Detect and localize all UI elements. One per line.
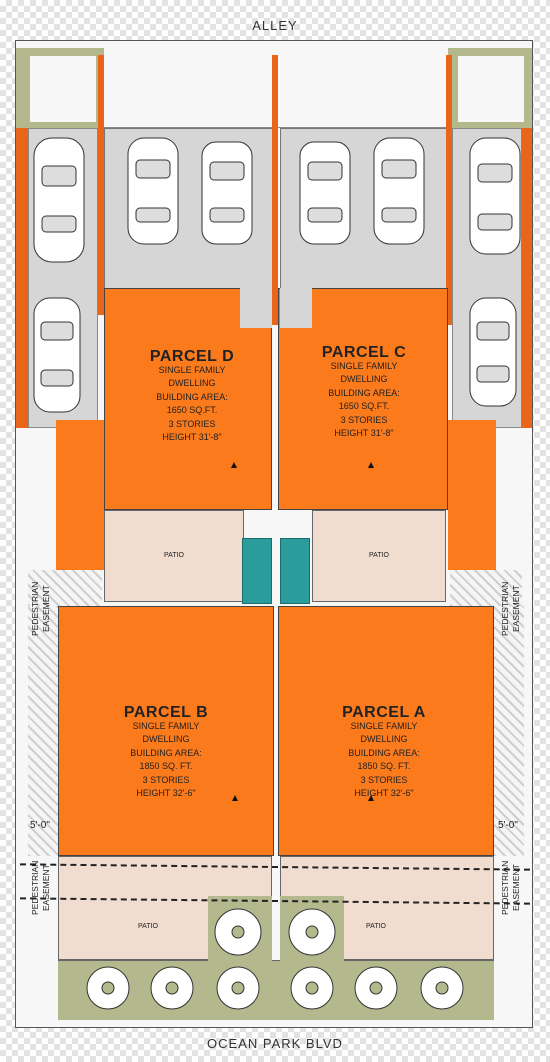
patio-c-label: PATIO xyxy=(369,552,389,559)
street-label: OCEAN PARK BLVD xyxy=(207,1036,343,1051)
parcel-b-line: SINGLE FAMILY xyxy=(132,720,200,731)
parcel-a-line: HEIGHT 32'-6" xyxy=(354,788,414,798)
easement-label: PEDESTRIAN EASEMENT xyxy=(30,860,51,916)
parcel-c-line: 1650 SQ.FT. xyxy=(338,401,390,411)
alley-label: ALLEY xyxy=(252,18,298,33)
height-marker-icon xyxy=(368,462,374,468)
side-wing xyxy=(448,420,496,570)
parcel-c-info xyxy=(296,346,432,441)
parcel-d-line: BUILDING AREA: xyxy=(156,391,228,402)
parcel-c-line: DWELLING xyxy=(340,374,388,384)
parcel-d-line: 1650 SQ.FT. xyxy=(166,405,218,415)
car-icon xyxy=(468,296,518,408)
easement-label: PEDESTRIAN EASEMENT xyxy=(500,581,521,637)
car-icon xyxy=(200,140,254,246)
car-icon xyxy=(298,140,352,246)
tree-icon xyxy=(212,906,264,958)
height-marker-icon xyxy=(231,462,237,468)
property-wall xyxy=(272,55,278,325)
parcel-c-title: PARCEL C xyxy=(321,344,407,361)
parcel-d-line: HEIGHT 31'-8" xyxy=(162,432,222,442)
tree-icon xyxy=(352,964,400,1012)
property-wall xyxy=(16,128,28,428)
tree-icon xyxy=(418,964,466,1012)
car-icon xyxy=(468,136,522,256)
car-icon xyxy=(32,296,82,414)
parcel-b-line: 1850 SQ. FT. xyxy=(139,761,193,771)
height-marker-icon xyxy=(232,795,238,801)
parcel-b-info xyxy=(98,706,234,801)
parcel-a-line: DWELLING xyxy=(360,734,408,744)
car-icon xyxy=(126,136,180,246)
easement-label: PEDESTRIAN EASEMENT xyxy=(500,860,521,916)
property-wall xyxy=(98,55,104,315)
patio-b-label: PATIO xyxy=(138,923,158,930)
tree-icon xyxy=(286,906,338,958)
patio-d-label: PATIO xyxy=(164,552,184,559)
parcel-c-line: 3 STORIES xyxy=(340,414,388,425)
tree-icon xyxy=(288,964,336,1012)
tree-icon xyxy=(84,964,132,1012)
setback-dimension: 5'-0" xyxy=(30,820,50,831)
parcel-c-line: HEIGHT 31'-8" xyxy=(334,428,394,438)
property-wall xyxy=(446,55,452,325)
garage-notch xyxy=(240,288,272,328)
parcel-a-line: 3 STORIES xyxy=(360,774,408,785)
parcel-a-info xyxy=(316,706,452,801)
setback-dimension: 5'-0" xyxy=(498,820,518,831)
easement-label: PEDESTRIAN EASEMENT xyxy=(30,581,51,637)
parcel-a-title: PARCEL A xyxy=(342,704,426,721)
pool-d xyxy=(242,538,272,604)
pool-c xyxy=(280,538,310,604)
tree-icon xyxy=(148,964,196,1012)
side-wing xyxy=(56,420,104,570)
parcel-d-line: 3 STORIES xyxy=(168,418,216,429)
car-icon xyxy=(32,136,86,264)
patio-a-label: PATIO xyxy=(366,923,386,930)
parcel-a-line: BUILDING AREA: xyxy=(348,747,420,758)
parcel-c-line: BUILDING AREA: xyxy=(328,387,400,398)
parcel-b-line: DWELLING xyxy=(142,734,190,744)
garage-notch xyxy=(280,288,312,328)
parcel-d-title: PARCEL D xyxy=(149,348,235,365)
driveway xyxy=(458,56,524,122)
parcel-b-line: BUILDING AREA: xyxy=(130,747,202,758)
parcel-d-info xyxy=(124,350,260,445)
property-wall xyxy=(522,128,532,428)
parcel-b-title: PARCEL B xyxy=(123,704,209,721)
height-marker-icon xyxy=(368,795,374,801)
driveway xyxy=(30,56,96,122)
tree-icon xyxy=(214,964,262,1012)
parcel-a-line: 1850 SQ. FT. xyxy=(357,761,411,771)
car-icon xyxy=(372,136,426,246)
parcel-b-line: 3 STORIES xyxy=(142,774,190,785)
parcel-b-line: HEIGHT 32'-6" xyxy=(136,788,196,798)
parcel-d-line: DWELLING xyxy=(168,378,216,388)
parcel-a-line: SINGLE FAMILY xyxy=(350,720,418,731)
parcel-c-line: SINGLE FAMILY xyxy=(330,360,398,371)
parcel-d-line: SINGLE FAMILY xyxy=(158,364,226,375)
